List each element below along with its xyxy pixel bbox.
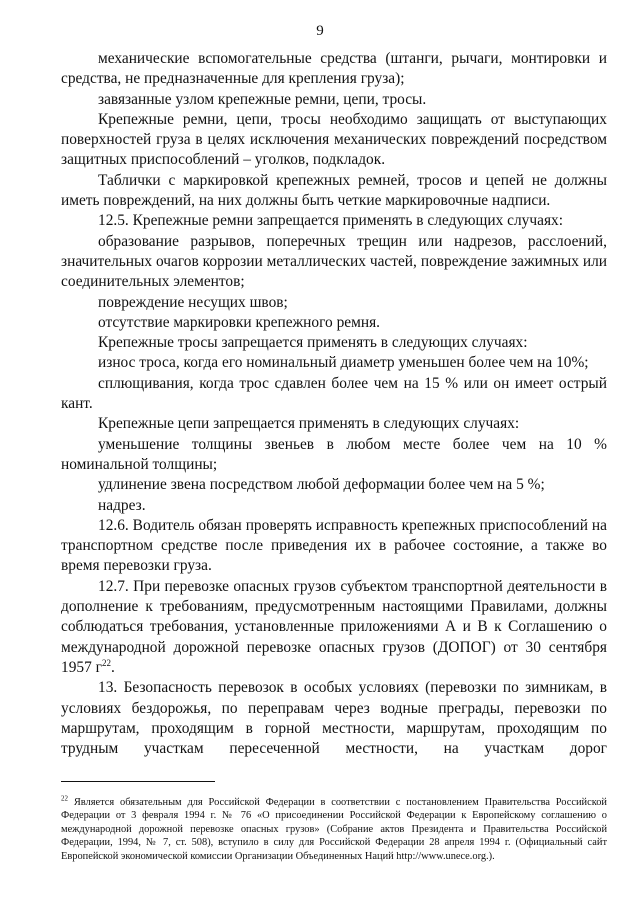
paragraph-knotted-straps: завязанные узлом крепежные ремни, цепи, тросы. [98,90,427,108]
footnote-reference[interactable]: 22 [101,657,111,668]
footnote [61,796,607,863]
footnote-marker: 22 [61,794,68,803]
paragraph-12-6: 12.6. Водитель обязан проверять исправность крепежных приспособлений на транспортном средстве после приведения их в рабочее состояние, а также во время перевозки груза. [61,516,607,575]
paragraph-chains-forbidden: Крепежные цепи запрещается применять в следующих случаях: [98,415,520,433]
paragraph-12-5: 12.5. Крепежные ремни запрещается применять в следующих случаях: [98,212,564,230]
paragraph-protect-straps: Крепежные ремни, цепи, тросы необходимо защищать от выступающих поверхностей груза в целях исключения механических повреждений посредством защитных приспособлений – уголков, подкладок. [61,110,607,169]
paragraph-13: 13. Безопасность перевозок в особых условиях (перевозки по зимникам, в условиях бездорожья, по переправам через водные преграды, перевозки по маршрутам, проходящим в горной местности, маршрутам, проходящим по трудным участкам пересеченной местности, на участкам дорог [61,679,607,758]
paragraph-mechanical-tools: механические вспомогательные средства (штанги, рычаги, монтировки и средства, не предназначенные для крепления груза); [61,50,607,88]
body-text [61,49,607,759]
paragraph-strap-damage: образование разрывов, поперечных трещин или надрезов, расслоений, значительных очагов коррозии металлических частей, повреждение зажимных или соединительных элементов; [61,232,607,291]
paragraph-cables-forbidden: Крепежные тросы запрещается применять в следующих случаях: [98,334,528,352]
paragraph-no-marking: отсутствие маркировки крепежного ремня. [98,313,381,331]
paragraph-cable-wear: износ троса, когда его номинальный диаметр уменьшен более чем на 10%; [98,354,589,372]
paragraph-marking-plates: Таблички с маркировкой крепежных ремней, тросов и цепей не должны иметь повреждений, на них должны быть четкие маркировочные надписи. [61,171,607,210]
paragraph-link-elongation: удлинение звена посредством любой деформации более чем на 5 %; [98,476,545,494]
footnote-22 [61,796,607,863]
paragraph-12-7: 12.7. При перевозке опасных грузов субъектом транспортной деятельности в дополнение к требованиям, предусмотренным настоящими Правилами, должны соблюдаться требования, установленные приложениями А и В к Соглашению о международной дорожной перевозке опасных грузов (ДОПОГ) от 30 сентября 1957 $г^{22}$. [61,577,607,676]
paragraph-notch: надрез. [98,496,146,514]
paragraph-cable-flattening: сплющивания, когда трос сдавлен более чем на 15 % или он имеет острый кант. [61,374,607,413]
footnote-text: Является обязательным для Российской Федерации в соответствии с постановлением Правительства Российской Федерации от 3 февраля 1994 г. № 76 «О присоединении Российской Федерации к Европейскому соглашению о международной дорожной перевозке опасных грузов» (Собрание актов Президента и Правительства Российской Федерации, 1994, № 7, ст. 508), вступило в силу для Российской Федерации 28 апреля 1994 г. (Официальный сайт Европейской экономической комиссии Организации Объединенных Наций http://www.unece.org.). [61,797,607,862]
paragraph-seam-damage: повреждение несущих швов; [98,293,288,311]
paragraph-link-thickness: уменьшение толщины звеньев в любом месте более чем на 10 % номинальной толщины; [61,435,607,473]
page-number: 9 [316,23,324,39]
paragraph-12-7-text: 12.7. При перевозке опасных грузов субъектом транспортной деятельности в дополнение к требованиям, предусмотренным настоящими Правилами, должны соблюдаться требования, установленные приложениями А и В к Соглашению о международной дорожной перевозке опасных грузов (ДОПОГ) от 30 сентября 1957 г [61,577,607,676]
footnote-separator [61,781,215,782]
